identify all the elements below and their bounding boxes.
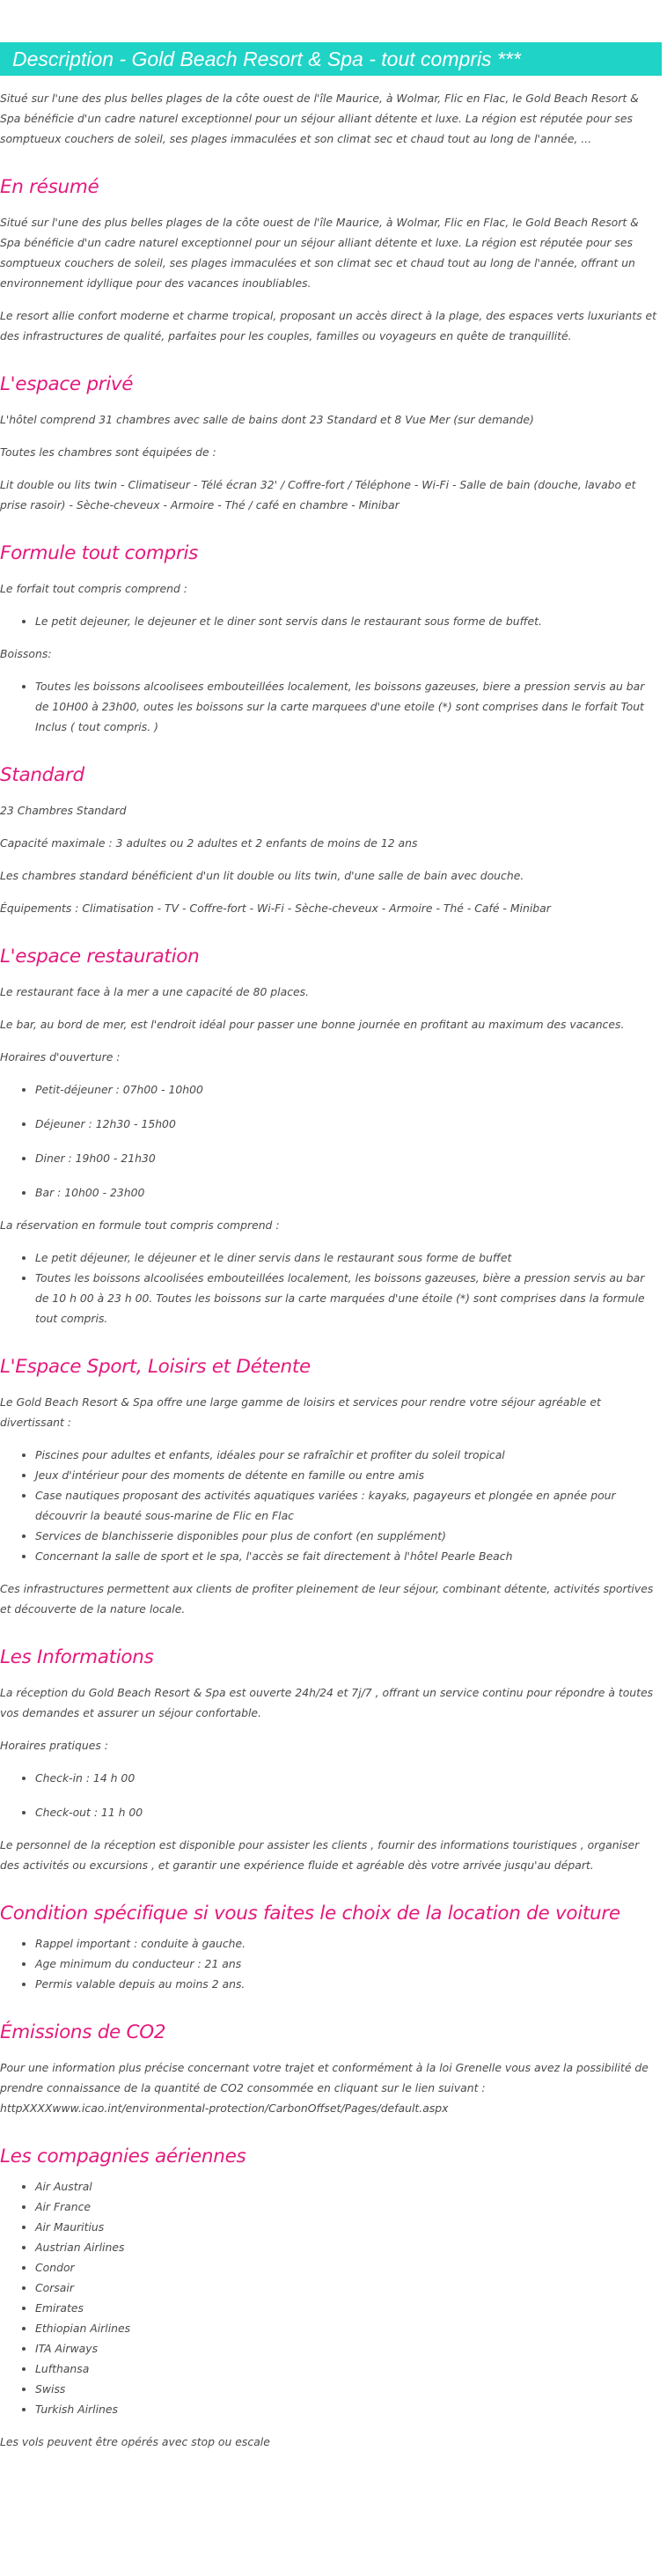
section-heading-resume: En résumé bbox=[0, 176, 99, 198]
section-heading-standard: Standard bbox=[0, 764, 84, 786]
infos-paragraph: La réception du Gold Beach Resort & Spa est ouverte 24h/24 et 7j/7 , offrant un service continu pour répondre à toutes vos demandes et assurer un séjour confortable. bbox=[0, 1686, 654, 1719]
section-heading-restauration: L'espace restauration bbox=[0, 946, 200, 968]
restauration-paragraph: Le bar, au bord de mer, est l'endroit idéal pour passer une bonne journée en profitant au maximum des vacances. bbox=[0, 1018, 625, 1031]
standard-paragraph: Équipements : Climatisation - TV - Coffre-fort - Wi-Fi - Sèche-cheveux - Armoire - Thé - Café - Minibar bbox=[0, 902, 551, 915]
sport-paragraph: Ces infrastructures permettent aux clients de profiter pleinement de leur séjour, combinant détente, activités sportives et découverte de la nature locale. bbox=[0, 1582, 654, 1616]
section-heading-location-voiture: Condition spécifique si vous faites le choix de la location de voiture bbox=[0, 1903, 620, 1925]
section-heading-co2: Émissions de CO2 bbox=[0, 2021, 166, 2043]
formule-paragraph: Boissons: bbox=[0, 647, 52, 660]
standard-paragraph: 23 Chambres Standard bbox=[0, 804, 127, 817]
airlines-footer: Les vols peuvent être opérés avec stop ou escale bbox=[0, 2435, 270, 2448]
section-heading-espace-prive: L'espace privé bbox=[0, 373, 134, 395]
list-item: • Jeux d'intérieur pour des moments de détente en famille ou entre amis bbox=[35, 1465, 660, 1485]
list-item: • Le petit dejeuner, le dejeuner et le diner sont servis dans le restaurant sous forme de buffet. bbox=[35, 611, 660, 631]
checkin-list bbox=[0, 1768, 660, 1822]
list-item: • Déjeuner : 12h30 - 15h00 bbox=[35, 1114, 660, 1134]
list-item: • Case nautiques proposant des activités aquatiques variées : kayaks, pagayeurs et plongée en apnée pour découvrir la beauté sous-marine de Flic en Flac bbox=[35, 1485, 660, 1526]
list-item: • Bar : 10h00 - 23h00 bbox=[35, 1182, 660, 1203]
section-heading-formule: Formule tout compris bbox=[0, 542, 199, 564]
list-item: • Concernant la salle de sport et le spa, l'accès se fait directement à l'hôtel Pearle Beach bbox=[35, 1546, 660, 1566]
list-item: • ITA Airways bbox=[35, 2338, 660, 2359]
restauration-paragraph: La réservation en formule tout compris comprend : bbox=[0, 1218, 280, 1232]
list-item: • Check-in : 14 h 00 bbox=[35, 1768, 660, 1788]
prive-paragraph: Lit double ou lits twin - Climatiseur - Télé écran 32' / Coffre-fort / Téléphone - Wi-Fi - Salle de bain (douche, lavabo et prise rasoir) - Sèche-cheveux - Armoire - Thé / café en chambre - Minibar bbox=[0, 478, 636, 512]
section-heading-informations: Les Informations bbox=[0, 1646, 154, 1668]
list-item: • Turkish Airlines bbox=[35, 2399, 660, 2419]
opening-hours-list bbox=[0, 1079, 660, 1203]
list-item: • Ethiopian Airlines bbox=[35, 2318, 660, 2338]
co2-text: Pour une information plus précise concernant votre trajet et conformément à la loi Grenelle vous avez la possibilité de prendre connaissance de la quantité de CO2 consommée en cliquant sur le lien suivant : bbox=[0, 2061, 649, 2094]
formule-paragraph: Le forfait tout compris comprend : bbox=[0, 582, 187, 595]
standard-paragraph: Capacité maximale : 3 adultes ou 2 adultes et 2 enfants de moins de 12 ans bbox=[0, 836, 418, 850]
list-item: • Le petit déjeuner, le déjeuner et le diner servis dans le restaurant sous forme de buffet bbox=[35, 1248, 660, 1268]
list-item: • Diner : 19h00 - 21h30 bbox=[35, 1148, 660, 1168]
list-item: • Emirates bbox=[35, 2298, 660, 2318]
resume-paragraph: Le resort allie confort moderne et charme tropical, proposant un accès direct à la plage, des espaces verts luxuriants et des infrastructures de qualité, parfaites pour les couples, familles ou voyageurs en quête de tranquillité. bbox=[0, 309, 657, 342]
list-item: • Age minimum du conducteur : 21 ans bbox=[35, 1954, 660, 1974]
standard-paragraph: Les chambres standard bénéficient d'un lit double ou lits twin, d'une salle de bain avec douche. bbox=[0, 869, 524, 882]
list-item: • Lufthansa bbox=[35, 2359, 660, 2379]
list-item: • Toutes les boissons alcoolisées embouteillées localement, les boissons gazeuses, bière a pression servis au bar de 10 h 00 à 23 h 00. Toutes les boissons sur la carte marquées d'une étoile (*) sont comprises dans la formule tout compris. bbox=[35, 1268, 660, 1328]
section-heading-sport: L'Espace Sport, Loisirs et Détente bbox=[0, 1356, 311, 1378]
co2-paragraph bbox=[0, 2057, 660, 2118]
list-item: • Swiss bbox=[35, 2379, 660, 2399]
list-item: • Services de blanchisserie disponibles pour plus de confort (en supplément) bbox=[35, 1526, 660, 1546]
infos-paragraph: Horaires pratiques : bbox=[0, 1739, 108, 1752]
restauration-included-list bbox=[0, 1248, 660, 1328]
list-item: • Air Mauritius bbox=[35, 2217, 660, 2237]
restauration-paragraph: Le restaurant face à la mer a une capacité de 80 places. bbox=[0, 985, 310, 998]
intro-text: Situé sur l'une des plus belles plages de la côte ouest de l'île Maurice, à Wolmar, Flic en Flac, le Gold Beach Resort & Spa bénéficie d'un cadre naturel exceptionnel pour un séjour alliant détente et luxe. La région est réputée pour ses somptueux couchers de soleil, ses plages immaculées et son climat sec et chaud tout au long de l'année, ... bbox=[0, 92, 639, 145]
prive-paragraph: Toutes les chambres sont équipées de : bbox=[0, 445, 216, 459]
formule-drinks-list bbox=[0, 676, 660, 737]
page-title-banner: Description - Gold Beach Resort & Spa - tout compris *** bbox=[0, 42, 662, 76]
list-item: • Air Austral bbox=[35, 2176, 660, 2197]
list-item: • Check-out : 11 h 00 bbox=[35, 1802, 660, 1822]
voiture-list bbox=[0, 1933, 660, 1994]
prive-paragraph: L'hôtel comprend 31 chambres avec salle de bains dont 23 Standard et 8 Vue Mer (sur demande) bbox=[0, 413, 534, 426]
sport-paragraph: Le Gold Beach Resort & Spa offre une large gamme de loisirs et services pour rendre votre séjour agréable et divertissant : bbox=[0, 1395, 601, 1429]
main-content bbox=[0, 76, 660, 2464]
section-heading-compagnies: Les compagnies aériennes bbox=[0, 2145, 246, 2168]
resume-paragraph: Situé sur l'une des plus belles plages de la côte ouest de l'île Maurice, à Wolmar, Flic en Flac, le Gold Beach Resort & Spa bénéficie d'un cadre naturel exceptionnel pour un séjour alliant détente et luxe. La région est réputée pour ses somptueux couchers de soleil, ses plages immaculées et son climat sec et chaud tout au long de l'année, offrant un environnement idyllique pour des vacances inoubliables. bbox=[0, 216, 639, 290]
list-item: • Petit-déjeuner : 07h00 - 10h00 bbox=[35, 1079, 660, 1100]
list-item: • Permis valable depuis au moins 2 ans. bbox=[35, 1974, 660, 1994]
sport-list bbox=[0, 1445, 660, 1566]
formule-list bbox=[0, 611, 660, 631]
list-item: • Austrian Airlines bbox=[35, 2237, 660, 2257]
list-item: • Corsair bbox=[35, 2278, 660, 2298]
list-item: • Toutes les boissons alcoolisees embouteillées localement, les boissons gazeuses, biere a pression servis au bar de 10H00 à 23h00, outes les boissons sur la carte marquees d'une etoile (*) sont comprises dans le forfait Tout Inclus ( tout compris. ) bbox=[35, 676, 660, 737]
list-item: • Condor bbox=[35, 2257, 660, 2278]
list-item: • Air France bbox=[35, 2197, 660, 2217]
list-item: • Rappel important : conduite à gauche. bbox=[35, 1933, 660, 1954]
co2-link[interactable]: httpXXXXwww.icao.int/environmental-protection/CarbonOffset/Pages/default.aspx bbox=[0, 2101, 449, 2115]
infos-paragraph: Le personnel de la réception est disponible pour assister les clients , fournir des informations touristiques , organiser des activités ou excursions , et garantir une expérience fluide et agréable dès votre arrivée jusqu'au départ. bbox=[0, 1838, 640, 1872]
page bbox=[0, 42, 667, 2464]
airlines-list bbox=[0, 2176, 660, 2419]
list-item: • Piscines pour adultes et enfants, idéales pour se rafraîchir et profiter du soleil tropical bbox=[35, 1445, 660, 1465]
restauration-paragraph: Horaires d'ouverture : bbox=[0, 1050, 121, 1064]
